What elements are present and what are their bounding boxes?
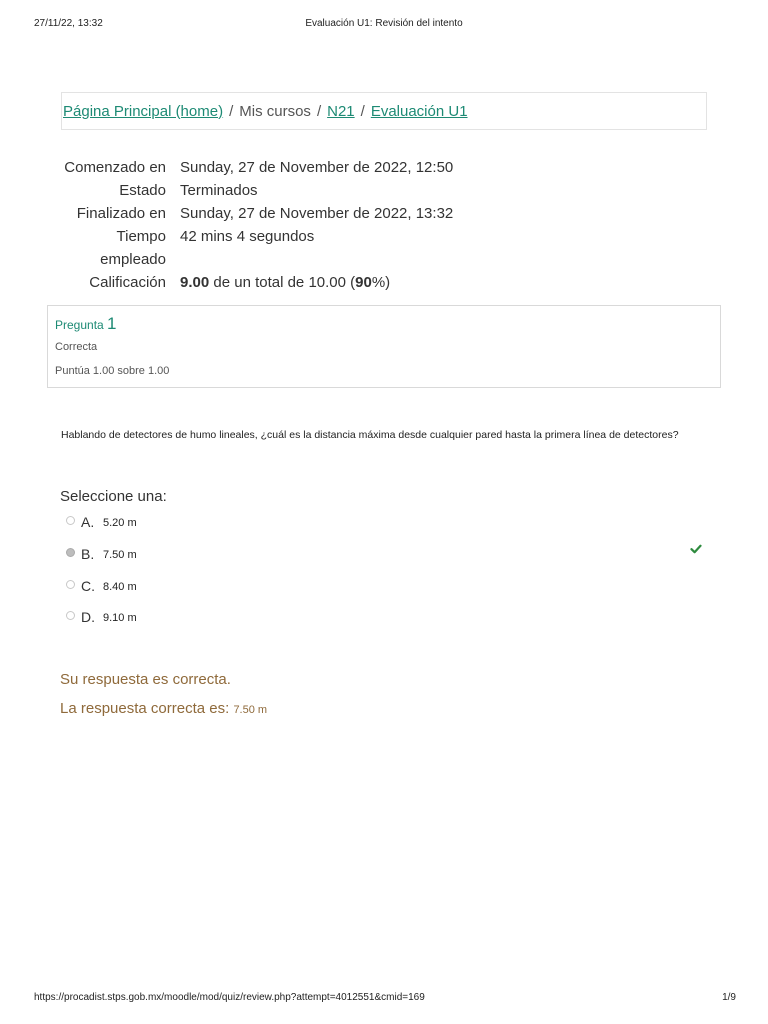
state-value: Terminados <box>180 182 258 199</box>
radio-button[interactable] <box>66 611 75 620</box>
print-datetime: 27/11/22, 13:32 <box>34 18 103 29</box>
finished-label: Finalizado en <box>76 205 166 222</box>
finished-value: Sunday, 27 de November de 2022, 13:32 <box>180 205 454 222</box>
question-state: Correcta <box>55 341 98 353</box>
answer-letter: D. <box>81 609 95 625</box>
answer-option-b[interactable] <box>66 544 137 564</box>
radio-button[interactable] <box>66 516 75 525</box>
breadcrumb-separator: / <box>229 102 234 120</box>
time-label-line-1: Tiempo <box>116 228 166 245</box>
started-value: Sunday, 27 de November de 2022, 12:50 <box>180 159 454 176</box>
time-value: 42 mins 4 segundos <box>180 228 315 245</box>
question-grade: Puntúa 1.00 sobre 1.00 <box>55 365 170 377</box>
check-icon <box>690 543 702 555</box>
grade-percent: 90 <box>355 274 372 291</box>
summary-row-started <box>60 156 720 179</box>
print-page-number: 1/9 <box>722 992 736 1003</box>
radio-button-selected[interactable] <box>66 548 75 557</box>
question-info-box <box>47 305 721 388</box>
correct-answer-line <box>60 699 267 728</box>
summary-row-finished <box>60 202 720 225</box>
breadcrumb-quiz-link[interactable]: Evaluación U1 <box>370 102 468 120</box>
grade-value <box>180 271 390 294</box>
answer-letter: A. <box>81 514 95 530</box>
grade-label: Calificación <box>89 274 166 291</box>
breadcrumb-course-link[interactable]: N21 <box>327 102 355 120</box>
answer-prompt: Seleccione una: <box>60 488 167 505</box>
state-label: Estado <box>119 182 166 199</box>
question-label: Pregunta <box>55 318 104 332</box>
print-url: https://procadist.stps.gob.mx/moodle/mod/quiz/review.php?attempt=4012551&cmid=169 <box>34 992 425 1003</box>
breadcrumb-separator: / <box>316 102 322 120</box>
grade-score: 9.00 <box>180 274 210 291</box>
answer-text: 5.20 m <box>103 517 137 529</box>
question-number-value: 1 <box>107 314 117 333</box>
answer-letter: B. <box>81 546 95 562</box>
answer-option-a[interactable] <box>66 512 137 532</box>
answer-text: 8.40 m <box>103 581 137 593</box>
time-label <box>60 225 180 271</box>
summary-row-time <box>60 225 720 271</box>
answer-text: 9.10 m <box>103 612 137 624</box>
summary-row-grade <box>60 271 720 294</box>
correct-answer-value: 7.50 m <box>233 704 268 716</box>
time-label-line-2: empleado <box>100 251 166 268</box>
started-label: Comenzado en <box>64 159 166 176</box>
answer-option-d[interactable] <box>66 607 137 627</box>
question-number <box>55 314 713 334</box>
feedback-section <box>60 670 267 728</box>
breadcrumb <box>61 92 707 130</box>
summary-row-state <box>60 179 720 202</box>
radio-button[interactable] <box>66 580 75 589</box>
answer-text: 7.50 m <box>103 549 137 561</box>
breadcrumb-home-link[interactable]: Página Principal (home) <box>63 102 224 120</box>
feedback-result: Su respuesta es correcta. <box>60 671 231 688</box>
print-page-title: Evaluación U1: Revisión del intento <box>305 18 463 29</box>
grade-total: de un total de 10.00 ( <box>209 274 356 291</box>
answer-letter: C. <box>81 578 95 594</box>
answer-option-c[interactable] <box>66 576 137 596</box>
breadcrumb-my-courses: Mis cursos <box>239 102 311 120</box>
correct-answer-label: La respuesta correcta es: <box>60 700 234 717</box>
breadcrumb-separator: / <box>360 102 365 120</box>
attempt-summary <box>60 156 720 294</box>
question-text: Hablando de detectores de humo lineales, ¿cuál es la distancia máxima desde cualquier pared hasta la primera línea de detectores? <box>61 429 679 441</box>
grade-close: %) <box>371 274 391 291</box>
